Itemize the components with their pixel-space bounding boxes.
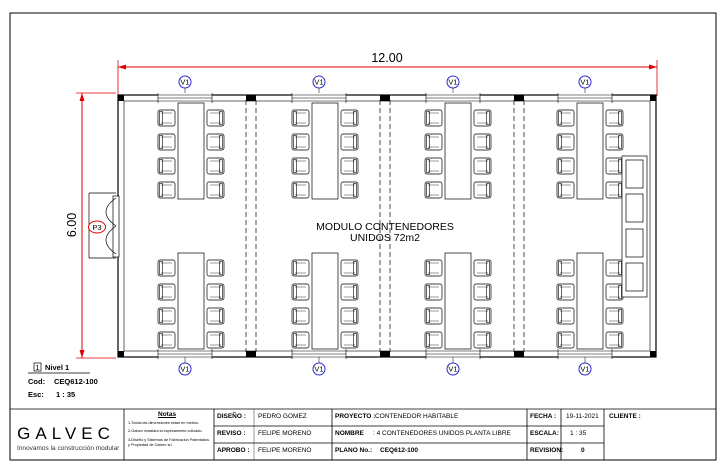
chair — [557, 284, 574, 300]
chair — [158, 284, 175, 300]
plano-value: CEQ612-100 — [380, 447, 418, 454]
table — [445, 103, 471, 199]
post — [650, 351, 656, 357]
window-tag-label: V1 — [580, 364, 590, 374]
nombre-value: : 4 CONTENEDORES UNIDOS PLANTA LIBRE — [373, 430, 511, 437]
window-tag — [447, 76, 459, 88]
chair — [341, 284, 358, 300]
chair — [207, 332, 224, 348]
chair — [474, 158, 491, 174]
diseno-value: PEDRO GOMEZ — [258, 413, 307, 420]
window-tag-label: V1 — [314, 77, 324, 87]
chair — [207, 284, 224, 300]
post — [514, 95, 524, 101]
window-tag-label: V1 — [180, 364, 190, 374]
notes-line-1: 1-Todas las dimensiones estan en metros. — [128, 421, 200, 425]
notes-title: Notas — [158, 411, 177, 418]
chair — [606, 332, 623, 348]
window — [158, 87, 212, 103]
chair — [425, 284, 442, 300]
chair — [474, 308, 491, 324]
window-tag-label: V1 — [448, 77, 458, 87]
post — [380, 351, 390, 357]
chair — [341, 332, 358, 348]
room-label-line2: UNIDOS 72m2 — [349, 232, 421, 244]
revision-label: REVISION: — [530, 447, 564, 454]
width-dimension-label: 12.00 — [371, 51, 403, 65]
dining-set — [557, 253, 623, 349]
chair — [292, 182, 309, 198]
post — [118, 95, 124, 101]
chair — [158, 134, 175, 150]
window-tag-label: V1 — [580, 77, 590, 87]
chair — [341, 182, 358, 198]
cod-value: CEQ612-100 — [54, 377, 98, 386]
chair — [158, 110, 175, 126]
chair — [557, 134, 574, 150]
table — [178, 253, 204, 349]
window-tag — [447, 363, 459, 375]
window — [426, 87, 480, 103]
chair — [474, 134, 491, 150]
notes-line-2: 2-Galvec instalara la espesamente colizado. — [128, 429, 203, 433]
window-tag — [179, 363, 191, 375]
table — [577, 103, 603, 199]
window — [558, 349, 612, 363]
post — [118, 351, 124, 357]
chair — [158, 158, 175, 174]
esc-value: 1 : 35 — [56, 390, 76, 399]
window-tag — [579, 363, 591, 375]
window-tag-label: V1 — [448, 364, 458, 374]
cliente-label: CLIENTE : — [609, 413, 641, 420]
table — [577, 253, 603, 349]
chair — [341, 110, 358, 126]
post — [246, 351, 256, 357]
chair — [474, 332, 491, 348]
proyecto-label: PROYECTO : — [335, 413, 376, 420]
dining-set — [292, 253, 358, 349]
chair — [292, 284, 309, 300]
chair — [207, 158, 224, 174]
window — [292, 87, 346, 103]
chair — [425, 260, 442, 276]
chair — [292, 158, 309, 174]
chair — [606, 308, 623, 324]
window-tag — [313, 76, 325, 88]
escala-label: ESCALA: — [530, 430, 559, 437]
table — [178, 103, 204, 199]
window-tag — [313, 363, 325, 375]
window — [558, 87, 612, 103]
chair — [425, 182, 442, 198]
chair — [158, 332, 175, 348]
chair — [557, 182, 574, 198]
dining-set — [158, 103, 224, 199]
chair — [606, 182, 623, 198]
chair — [207, 134, 224, 150]
table — [312, 103, 338, 199]
revision-value: 0 — [581, 447, 585, 454]
table — [312, 253, 338, 349]
room-label-line1: MODULO CONTENEDORES — [316, 221, 454, 233]
plano-label: PLANO No.: — [335, 447, 373, 454]
chair — [425, 134, 442, 150]
dining-set — [425, 253, 491, 349]
window-tag-label: V1 — [314, 364, 324, 374]
view-info — [28, 363, 98, 399]
chair — [425, 158, 442, 174]
shelf-unit — [622, 156, 647, 297]
window-tag — [179, 76, 191, 88]
chair — [474, 260, 491, 276]
window-tag — [579, 76, 591, 88]
dining-set — [158, 253, 224, 349]
escala-value: 1 : 35 — [570, 430, 587, 437]
post — [380, 95, 390, 101]
dining-set — [557, 103, 623, 199]
aprobo-value: FELIPE MORENO — [258, 447, 312, 454]
chair — [474, 182, 491, 198]
nombre-label: NOMBRE — [335, 430, 364, 437]
chair — [425, 332, 442, 348]
window-tag-label: V1 — [180, 77, 190, 87]
chair — [557, 158, 574, 174]
chair — [292, 308, 309, 324]
chair — [557, 260, 574, 276]
logo-tagline: Innovamos la construcción modular — [17, 445, 120, 452]
chair — [557, 308, 574, 324]
window — [158, 349, 212, 363]
chair — [606, 158, 623, 174]
chair — [474, 284, 491, 300]
post — [246, 95, 256, 101]
table — [445, 253, 471, 349]
reviso-label: REVISO : — [217, 430, 246, 437]
chair — [341, 134, 358, 150]
window — [426, 349, 480, 363]
chair — [292, 260, 309, 276]
diseno-label: DISEÑO : — [217, 413, 246, 420]
chair — [292, 332, 309, 348]
chair — [292, 110, 309, 126]
post — [514, 351, 524, 357]
width-dimension — [118, 60, 657, 96]
chair — [606, 260, 623, 276]
chair — [207, 182, 224, 198]
chair — [158, 260, 175, 276]
galvec-logo — [17, 424, 115, 443]
chair — [425, 308, 442, 324]
chair — [606, 110, 623, 126]
chair — [557, 332, 574, 348]
esc-label: Esc: — [28, 390, 44, 399]
chair — [425, 110, 442, 126]
chair — [158, 182, 175, 198]
chair — [606, 134, 623, 150]
height-dimension-label: 6.00 — [65, 212, 79, 238]
chair — [341, 308, 358, 324]
post — [650, 95, 656, 101]
chair — [606, 284, 623, 300]
door-tag-label: P3 — [92, 223, 102, 232]
notes-line-3: 3-Diseño y Sistemas de Fabricacion Patentados y Propiedad de Galvec srl. — [128, 438, 210, 448]
fecha-value: 19-11-2021 — [566, 413, 599, 420]
chair — [207, 110, 224, 126]
view-number: 1 — [35, 363, 40, 372]
aprobo-label: APROBO : — [217, 447, 250, 454]
logo-text: GALVEC — [17, 424, 115, 443]
cod-label: Cod: — [28, 377, 46, 386]
chair — [158, 308, 175, 324]
view-name: Nivel 1 — [45, 363, 70, 372]
door-tag — [89, 221, 106, 233]
dining-set — [425, 103, 491, 199]
chair — [207, 260, 224, 276]
chair — [341, 158, 358, 174]
chair — [474, 110, 491, 126]
fecha-label: FECHA : — [530, 413, 557, 420]
chair — [207, 308, 224, 324]
window — [292, 349, 346, 363]
chair — [292, 134, 309, 150]
chair — [341, 260, 358, 276]
chair — [557, 110, 574, 126]
reviso-value: FELIPE MORENO — [258, 430, 312, 437]
dining-set — [292, 103, 358, 199]
proyecto-value: CONTENEDOR HABITABLE — [375, 413, 459, 420]
